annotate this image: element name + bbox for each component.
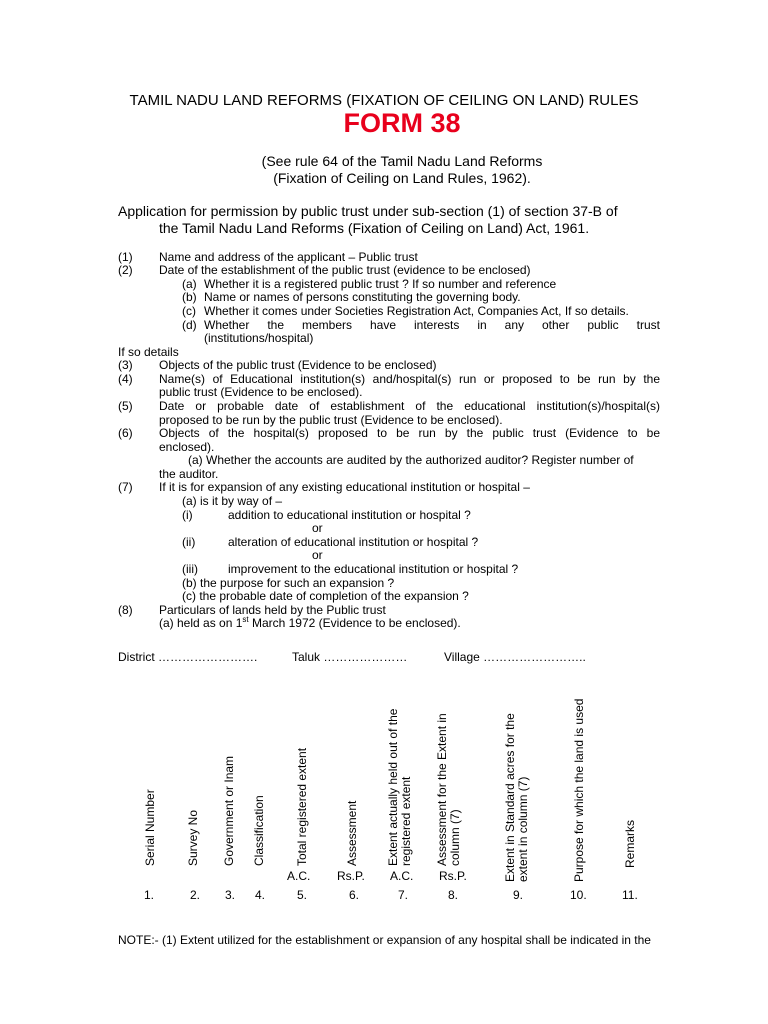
column-number-4: 4. bbox=[255, 888, 266, 902]
item-text-7i: addition to educational institution or hospital ? bbox=[228, 508, 471, 522]
column-header-serial-number: Serial Number bbox=[143, 789, 157, 866]
column-header-standard-acres bbox=[504, 713, 530, 882]
item-text-8a-pre: (a) held as on 1 bbox=[159, 616, 243, 630]
unit-col-6: Rs.P. bbox=[337, 869, 365, 883]
column-header-standard-acres-line-2: extent in column (7) bbox=[516, 776, 530, 882]
item-text-4: Name(s) of Educational institution(s) and/hospital(s) run or proposed to be run by the bbox=[159, 372, 660, 386]
column-header-purpose: Purpose for which the land is used bbox=[572, 698, 586, 882]
unit-col-5: A.C. bbox=[287, 869, 311, 883]
column-header-survey-no: Survey No bbox=[186, 809, 200, 866]
see-rule-line-2: (Fixation of Ceiling on Land Rules, 1962). bbox=[273, 170, 531, 186]
column-number-7: 7. bbox=[398, 888, 409, 902]
item-text-5: Date or probable date of establishment of the educational institution(s)/hospital(s) bbox=[159, 399, 660, 413]
item-text-7a: (a) is it by way of – bbox=[182, 494, 283, 508]
or-separator-1: or bbox=[312, 521, 323, 535]
item-text-8a-post: March 1972 (Evidence to be enclosed). bbox=[248, 616, 461, 630]
subitem-text-2c: Whether it comes under Societies Registration Act, Companies Act, If so details. bbox=[204, 304, 629, 318]
item-text-3: Objects of the public trust (Evidence to be enclosed) bbox=[159, 358, 437, 372]
unit-col-7: A.C. bbox=[390, 869, 414, 883]
column-header-standard-acres-line-1: Extent in Standard acres for the bbox=[503, 713, 517, 882]
item-number-4: (4) bbox=[118, 372, 133, 386]
item-text-7: If it is for expansion of any existing educational institution or hospital – bbox=[159, 480, 530, 494]
item-number-5: (5) bbox=[118, 399, 133, 413]
subitem-label-2a: (a) bbox=[182, 277, 197, 291]
column-number-11: 11. bbox=[622, 888, 638, 902]
item-number-2: (2) bbox=[118, 263, 133, 277]
column-header-government-or-inam: Government or Inam bbox=[222, 755, 236, 866]
item-number-8: (8) bbox=[118, 603, 133, 617]
village-field: Village …………………….. bbox=[444, 650, 586, 664]
column-header-extent-held bbox=[387, 709, 413, 866]
subitem-text-2d-cont: (institutions/hospital) bbox=[204, 331, 314, 345]
column-header-assessment-extent-line-2: column (7) bbox=[448, 809, 462, 866]
item-text-6a: (a) Whether the accounts are audited by the authorized auditor? Register number of bbox=[188, 453, 634, 467]
column-header-assessment-extent-line-1: Assessment for the Extent in bbox=[435, 713, 449, 866]
if-so-details: If so details bbox=[118, 345, 179, 359]
item-text-1: Name and address of the applicant – Public trust bbox=[159, 250, 418, 264]
column-header-extent-held-line-1: Extent actually held out of the bbox=[386, 708, 400, 866]
column-header-assessment: Assessment bbox=[345, 800, 359, 866]
item-number-6: (6) bbox=[118, 426, 133, 440]
application-line-1: Application for permission by public trust under sub-section (1) of section 37-B of bbox=[118, 203, 618, 219]
item-text-7iii: improvement to the educational institution or hospital ? bbox=[228, 562, 519, 576]
item-text-7ii: alteration of educational institution or hospital ? bbox=[228, 535, 479, 549]
item-text-6: Objects of the hospital(s) proposed to be run by the public trust (Evidence to be bbox=[159, 426, 660, 440]
subitem-label-2d: (d) bbox=[182, 318, 197, 332]
district-field: District ……………………. bbox=[118, 650, 258, 664]
column-header-extent-held-line-2: registered extent bbox=[399, 776, 413, 866]
column-header-remarks: Remarks bbox=[623, 819, 637, 868]
note-text: NOTE:- (1) Extent utilized for the establishment or expansion of any hospital shall be indicated in the bbox=[118, 933, 651, 947]
column-header-total-registered-extent: Total registered extent bbox=[295, 747, 309, 866]
item-text-8: Particulars of lands held by the Public trust bbox=[159, 603, 386, 617]
see-rule-line-1: (See rule 64 of the Tamil Nadu Land Reforms bbox=[261, 153, 543, 169]
item-text-7b: (b) the purpose for such an expansion ? bbox=[182, 576, 395, 590]
rules-title: TAMIL NADU LAND REFORMS (FIXATION OF CEILING ON LAND) RULES bbox=[129, 92, 639, 109]
subitem-label-2b: (b) bbox=[182, 290, 197, 304]
item-text-4-cont: public trust (Evidence to be enclosed). bbox=[159, 385, 363, 399]
item-label-7ii: (ii) bbox=[182, 535, 196, 549]
column-number-6: 6. bbox=[349, 888, 360, 902]
column-header-classification: Classification bbox=[252, 795, 266, 866]
item-label-7i: (i) bbox=[182, 508, 193, 522]
item-text-6-cont: enclosed). bbox=[159, 440, 215, 454]
subitem-text-2b: Name or names of persons constituting the governing body. bbox=[204, 290, 521, 304]
form-number: FORM 38 bbox=[343, 108, 461, 138]
item-text-2: Date of the establishment of the public trust (evidence to be enclosed) bbox=[159, 263, 531, 277]
item-label-7iii: (iii) bbox=[182, 562, 198, 576]
column-number-9: 9. bbox=[513, 888, 524, 902]
column-number-10: 10. bbox=[570, 888, 587, 902]
column-number-3: 3. bbox=[225, 888, 236, 902]
item-number-7: (7) bbox=[118, 480, 133, 494]
column-number-8: 8. bbox=[448, 888, 459, 902]
column-number-1: 1. bbox=[144, 888, 155, 902]
subitem-text-2a: Whether it is a registered public trust ? If so number and reference bbox=[204, 277, 557, 291]
taluk-field: Taluk ………………… bbox=[292, 650, 408, 664]
item-text-6a-cont: the auditor. bbox=[159, 467, 219, 481]
subitem-label-2c: (c) bbox=[182, 304, 196, 318]
item-text-8a bbox=[159, 617, 461, 631]
item-number-1: (1) bbox=[118, 250, 133, 264]
application-line-2: the Tamil Nadu Land Reforms (Fixation of Ceiling on Land) Act, 1961. bbox=[159, 220, 590, 236]
column-number-5: 5. bbox=[297, 888, 308, 902]
item-number-3: (3) bbox=[118, 358, 133, 372]
unit-col-8: Rs.P. bbox=[439, 869, 467, 883]
subitem-text-2d: Whether the members have interests in any other public trust bbox=[204, 318, 660, 332]
column-header-assessment-extent bbox=[436, 713, 462, 866]
item-text-5-cont: proposed to be run by the public trust (Evidence to be enclosed). bbox=[159, 413, 503, 427]
or-separator-2: or bbox=[312, 548, 323, 562]
item-text-7c: (c) the probable date of completion of the expansion ? bbox=[182, 589, 469, 603]
item-text-8a-sup: st bbox=[242, 615, 249, 624]
column-number-2: 2. bbox=[190, 888, 201, 902]
